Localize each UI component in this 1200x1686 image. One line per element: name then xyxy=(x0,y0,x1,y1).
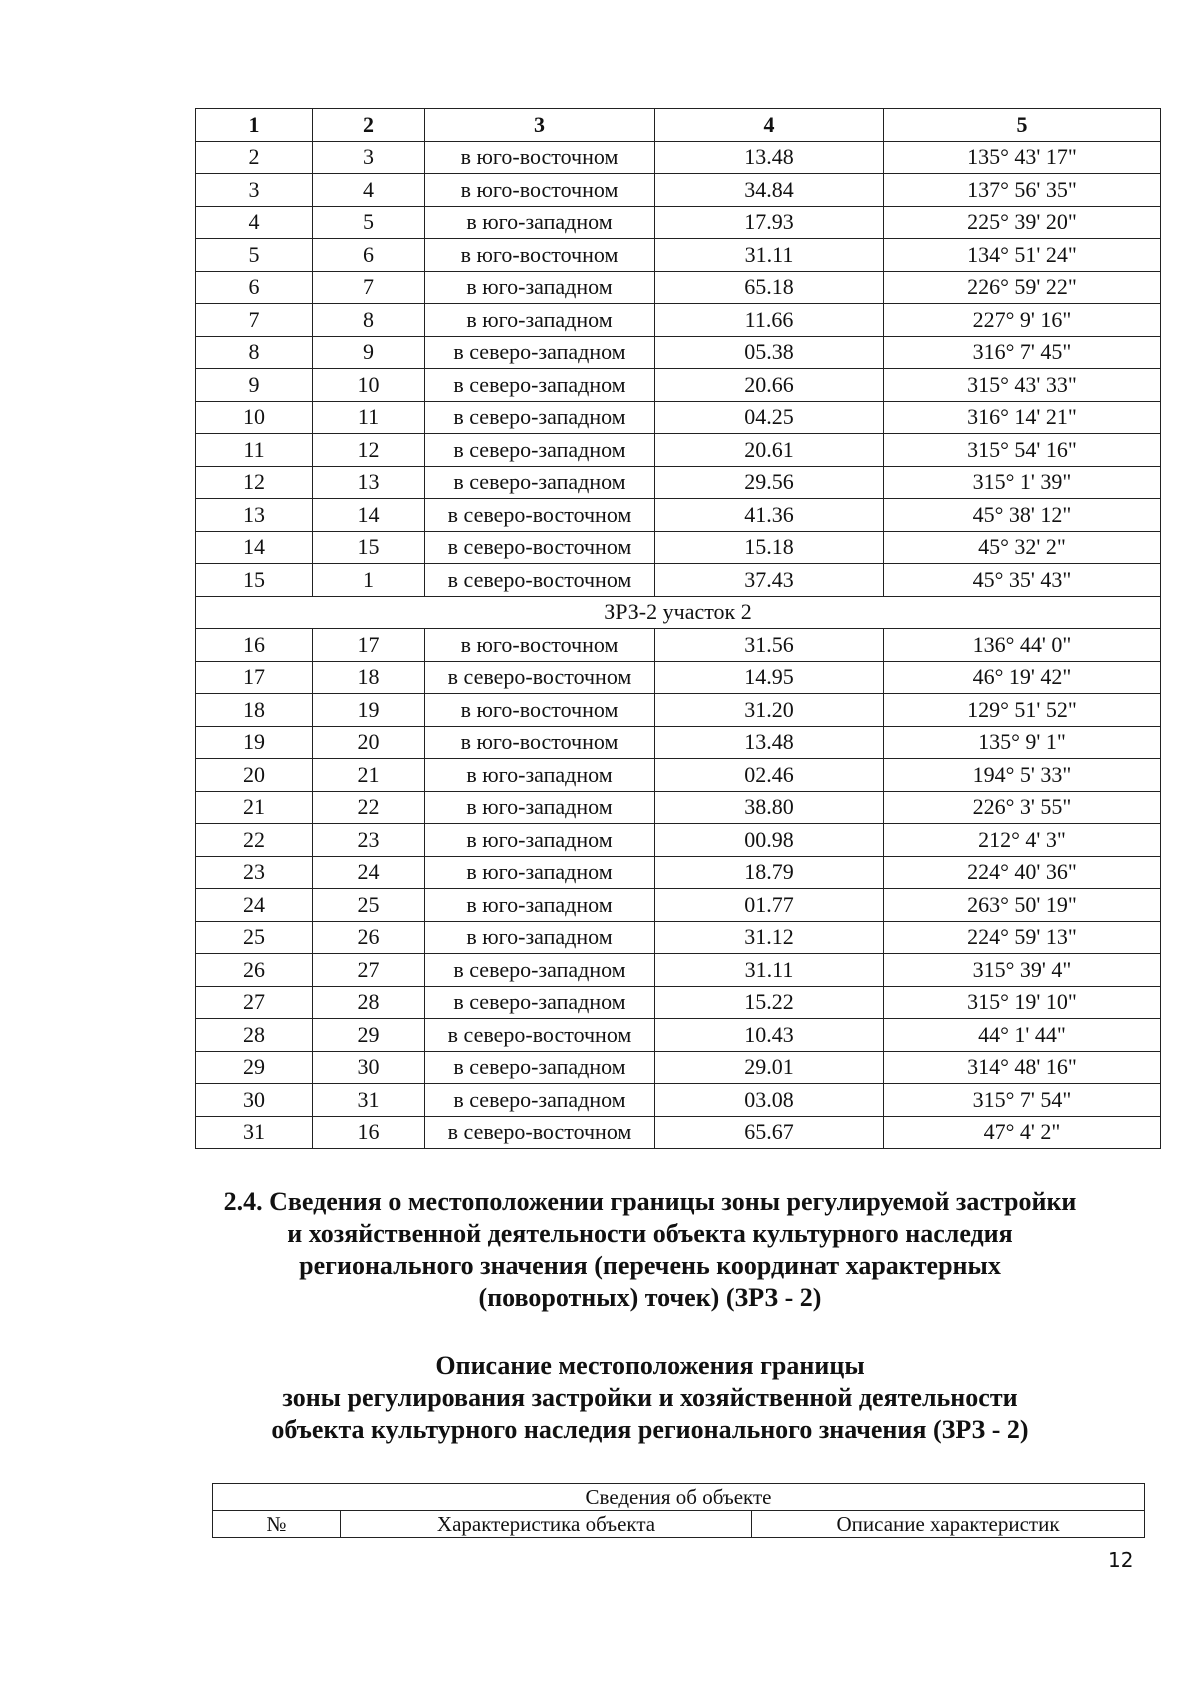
table-cell: 18.79 xyxy=(655,856,884,889)
table-row xyxy=(196,499,1161,532)
table-cell: 134° 51' 24" xyxy=(884,239,1161,272)
table-row xyxy=(196,629,1161,662)
object-info-header-row xyxy=(213,1511,1145,1538)
table-cell: 22 xyxy=(196,824,313,857)
object-info-col-number: № xyxy=(213,1511,341,1538)
description-heading-line: зоны регулирования застройки и хозяйственной деятельности xyxy=(282,1383,1018,1412)
table-cell: 263° 50' 19" xyxy=(884,889,1161,922)
table-cell: в северо-западном xyxy=(425,1084,655,1117)
table-cell: в юго-восточном xyxy=(425,174,655,207)
table-cell: 7 xyxy=(196,304,313,337)
table-cell: 04.25 xyxy=(655,401,884,434)
table-cell: 31.20 xyxy=(655,694,884,727)
table-cell: 25 xyxy=(196,921,313,954)
table-cell: 05.38 xyxy=(655,336,884,369)
table-row xyxy=(196,239,1161,272)
table-cell: 8 xyxy=(196,336,313,369)
table-cell: 1 xyxy=(196,109,313,142)
table-cell: 41.36 xyxy=(655,499,884,532)
table-cell: в северо-восточном xyxy=(425,1116,655,1149)
table-cell: 31.12 xyxy=(655,921,884,954)
table-cell: 26 xyxy=(313,921,425,954)
page-number: 12 xyxy=(1108,1548,1134,1572)
table-row xyxy=(196,304,1161,337)
table-cell: 10 xyxy=(313,369,425,402)
table-row xyxy=(196,824,1161,857)
description-heading-line: объекта культурного наследия регионального значения (ЗРЗ - 2) xyxy=(271,1415,1029,1444)
table-cell: 3 xyxy=(196,174,313,207)
table-cell: в юго-западном xyxy=(425,271,655,304)
table-cell: 37.43 xyxy=(655,564,884,597)
table-cell: 226° 3' 55" xyxy=(884,791,1161,824)
table-cell: в юго-западном xyxy=(425,889,655,922)
table-cell: в юго-восточном xyxy=(425,629,655,662)
table-cell: 31.11 xyxy=(655,954,884,987)
object-info-title: Сведения об объекте xyxy=(213,1484,1145,1511)
table-cell: 29 xyxy=(313,1019,425,1052)
table-cell: 12 xyxy=(196,466,313,499)
table-cell: 315° 7' 54" xyxy=(884,1084,1161,1117)
table-cell: 23 xyxy=(196,856,313,889)
section-heading-line: 2.4. Сведения о местоположении границы зоны регулируемой застройки xyxy=(223,1187,1077,1216)
object-info-col-description: Описание характеристик xyxy=(752,1511,1145,1538)
table-cell: 15 xyxy=(196,564,313,597)
table-cell: в юго-восточном xyxy=(425,694,655,727)
table-cell: 3 xyxy=(425,109,655,142)
table-cell: в северо-восточном xyxy=(425,499,655,532)
table-header-row xyxy=(196,109,1161,142)
table-cell: 20.61 xyxy=(655,434,884,467)
table-cell: 24 xyxy=(196,889,313,922)
table-cell: в юго-западном xyxy=(425,856,655,889)
table-cell: 03.08 xyxy=(655,1084,884,1117)
table-cell: в северо-западном xyxy=(425,986,655,1019)
table-cell: 44° 1' 44" xyxy=(884,1019,1161,1052)
table-cell: 2 xyxy=(313,109,425,142)
table-cell: 227° 9' 16" xyxy=(884,304,1161,337)
table-cell: 23 xyxy=(313,824,425,857)
section-heading-line: (поворотных) точек) (ЗРЗ - 2) xyxy=(478,1283,822,1312)
table-cell: в юго-западном xyxy=(425,206,655,239)
table-cell: в северо-восточном xyxy=(425,1019,655,1052)
table-cell: 5 xyxy=(884,109,1161,142)
table-cell: в юго-западном xyxy=(425,921,655,954)
table-cell: 10 xyxy=(196,401,313,434)
table-cell: 28 xyxy=(313,986,425,1019)
table-row xyxy=(196,726,1161,759)
table-row xyxy=(196,1116,1161,1149)
table-cell: 314° 48' 16" xyxy=(884,1051,1161,1084)
section-heading-line: и хозяйственной деятельности объекта культурного наследия xyxy=(287,1219,1013,1248)
table-cell: 00.98 xyxy=(655,824,884,857)
table-row xyxy=(196,336,1161,369)
table-cell: 2 xyxy=(196,141,313,174)
table-cell: 5 xyxy=(313,206,425,239)
table-cell: 02.46 xyxy=(655,759,884,792)
table-row xyxy=(196,856,1161,889)
description-heading-line: Описание местоположения границы xyxy=(435,1351,865,1380)
table-cell: 212° 4' 3" xyxy=(884,824,1161,857)
table-cell: 8 xyxy=(313,304,425,337)
object-info-title-row xyxy=(213,1484,1145,1511)
table-cell: 316° 7' 45" xyxy=(884,336,1161,369)
table-cell: 5 xyxy=(196,239,313,272)
table-cell: 21 xyxy=(313,759,425,792)
table-cell: в северо-восточном xyxy=(425,661,655,694)
table-cell: 11.66 xyxy=(655,304,884,337)
table-cell: 315° 43' 33" xyxy=(884,369,1161,402)
table-row xyxy=(196,401,1161,434)
table-cell: 316° 14' 21" xyxy=(884,401,1161,434)
table-cell: 45° 32' 2" xyxy=(884,531,1161,564)
table-cell: 7 xyxy=(313,271,425,304)
table-cell: 1 xyxy=(313,564,425,597)
table-row xyxy=(196,759,1161,792)
table-row xyxy=(196,174,1161,207)
object-info-table xyxy=(212,1483,1145,1538)
table-cell: 27 xyxy=(196,986,313,1019)
table-cell: 22 xyxy=(313,791,425,824)
table-cell: в юго-восточном xyxy=(425,239,655,272)
table-cell: 19 xyxy=(196,726,313,759)
table-row xyxy=(196,661,1161,694)
table-cell: 10.43 xyxy=(655,1019,884,1052)
table-row xyxy=(196,206,1161,239)
table-cell: 65.67 xyxy=(655,1116,884,1149)
table-cell: 13 xyxy=(313,466,425,499)
table-cell: 27 xyxy=(313,954,425,987)
table-cell: 12 xyxy=(313,434,425,467)
table-cell: 4 xyxy=(196,206,313,239)
table-cell: в северо-западном xyxy=(425,954,655,987)
table-row xyxy=(196,564,1161,597)
table-cell: 13 xyxy=(196,499,313,532)
table-cell: 20.66 xyxy=(655,369,884,402)
table-row xyxy=(196,271,1161,304)
table-cell: 17 xyxy=(196,661,313,694)
table-row xyxy=(196,954,1161,987)
coordinates-table xyxy=(195,108,1161,1149)
table-cell: 29.56 xyxy=(655,466,884,499)
table-cell: 129° 51' 52" xyxy=(884,694,1161,727)
table-cell: 4 xyxy=(655,109,884,142)
table-cell: 11 xyxy=(313,401,425,434)
table-row xyxy=(196,1019,1161,1052)
table-cell: 30 xyxy=(196,1084,313,1117)
table-cell: 226° 59' 22" xyxy=(884,271,1161,304)
table-cell: 136° 44' 0" xyxy=(884,629,1161,662)
table-row xyxy=(196,466,1161,499)
table-cell: 194° 5' 33" xyxy=(884,759,1161,792)
table-cell: 18 xyxy=(196,694,313,727)
table-cell: в юго-западном xyxy=(425,304,655,337)
table-cell: в юго-восточном xyxy=(425,726,655,759)
table-cell: в юго-западном xyxy=(425,824,655,857)
table-cell: 137° 56' 35" xyxy=(884,174,1161,207)
section-label-row xyxy=(196,596,1161,629)
table-cell: в юго-западном xyxy=(425,759,655,792)
table-cell: 21 xyxy=(196,791,313,824)
table-cell: 11 xyxy=(196,434,313,467)
table-cell: 16 xyxy=(313,1116,425,1149)
table-cell: в северо-западном xyxy=(425,336,655,369)
table-row xyxy=(196,986,1161,1019)
table-cell: 16 xyxy=(196,629,313,662)
table-row xyxy=(196,1051,1161,1084)
table-cell: 135° 9' 1" xyxy=(884,726,1161,759)
table-cell: 15.22 xyxy=(655,986,884,1019)
table-cell: 31 xyxy=(313,1084,425,1117)
table-cell: 14.95 xyxy=(655,661,884,694)
table-cell: 47° 4' 2" xyxy=(884,1116,1161,1149)
table-cell: 20 xyxy=(196,759,313,792)
section-heading-line: регионального значения (перечень координат характерных xyxy=(299,1251,1001,1280)
table-row xyxy=(196,369,1161,402)
table-cell: в северо-восточном xyxy=(425,531,655,564)
table-cell: 24 xyxy=(313,856,425,889)
table-cell: 14 xyxy=(313,499,425,532)
table-row xyxy=(196,889,1161,922)
table-cell: в северо-западном xyxy=(425,369,655,402)
table-cell: 6 xyxy=(313,239,425,272)
section-heading xyxy=(150,1186,1150,1314)
table-cell: 28 xyxy=(196,1019,313,1052)
section-label: ЗРЗ-2 участок 2 xyxy=(196,596,1161,629)
table-cell: 20 xyxy=(313,726,425,759)
table-cell: 9 xyxy=(196,369,313,402)
table-cell: 18 xyxy=(313,661,425,694)
table-cell: 46° 19' 42" xyxy=(884,661,1161,694)
table-cell: 225° 39' 20" xyxy=(884,206,1161,239)
table-row xyxy=(196,1084,1161,1117)
table-row xyxy=(196,921,1161,954)
table-cell: 31.11 xyxy=(655,239,884,272)
table-cell: 34.84 xyxy=(655,174,884,207)
table-cell: 31.56 xyxy=(655,629,884,662)
table-cell: 19 xyxy=(313,694,425,727)
table-cell: 29.01 xyxy=(655,1051,884,1084)
table-cell: 30 xyxy=(313,1051,425,1084)
table-row xyxy=(196,141,1161,174)
table-cell: в северо-западном xyxy=(425,1051,655,1084)
table-cell: 25 xyxy=(313,889,425,922)
table-cell: 26 xyxy=(196,954,313,987)
table-cell: 224° 40' 36" xyxy=(884,856,1161,889)
table-cell: в северо-западном xyxy=(425,434,655,467)
table-cell: 15.18 xyxy=(655,531,884,564)
table-cell: 3 xyxy=(313,141,425,174)
table-cell: 135° 43' 17" xyxy=(884,141,1161,174)
table-cell: 315° 39' 4" xyxy=(884,954,1161,987)
table-cell: 31 xyxy=(196,1116,313,1149)
table-cell: 65.18 xyxy=(655,271,884,304)
table-cell: 224° 59' 13" xyxy=(884,921,1161,954)
table-cell: 13.48 xyxy=(655,726,884,759)
table-cell: 315° 1' 39" xyxy=(884,466,1161,499)
table-cell: 9 xyxy=(313,336,425,369)
table-cell: 45° 35' 43" xyxy=(884,564,1161,597)
table-cell: 4 xyxy=(313,174,425,207)
table-cell: в северо-восточном xyxy=(425,564,655,597)
table-cell: 14 xyxy=(196,531,313,564)
table-cell: 45° 38' 12" xyxy=(884,499,1161,532)
coordinates-table-body xyxy=(196,109,1161,1149)
table-cell: 13.48 xyxy=(655,141,884,174)
object-info-col-characteristic: Характеристика объекта xyxy=(341,1511,752,1538)
table-cell: 29 xyxy=(196,1051,313,1084)
table-cell: 15 xyxy=(313,531,425,564)
table-cell: 315° 54' 16" xyxy=(884,434,1161,467)
table-cell: 17.93 xyxy=(655,206,884,239)
table-cell: в юго-западном xyxy=(425,791,655,824)
table-cell: 01.77 xyxy=(655,889,884,922)
table-cell: 17 xyxy=(313,629,425,662)
table-cell: 315° 19' 10" xyxy=(884,986,1161,1019)
table-cell: в юго-восточном xyxy=(425,141,655,174)
table-row xyxy=(196,791,1161,824)
description-heading xyxy=(150,1350,1150,1446)
table-row xyxy=(196,531,1161,564)
table-row xyxy=(196,694,1161,727)
table-row xyxy=(196,434,1161,467)
table-cell: 6 xyxy=(196,271,313,304)
table-cell: в северо-западном xyxy=(425,466,655,499)
table-cell: в северо-западном xyxy=(425,401,655,434)
table-cell: 38.80 xyxy=(655,791,884,824)
